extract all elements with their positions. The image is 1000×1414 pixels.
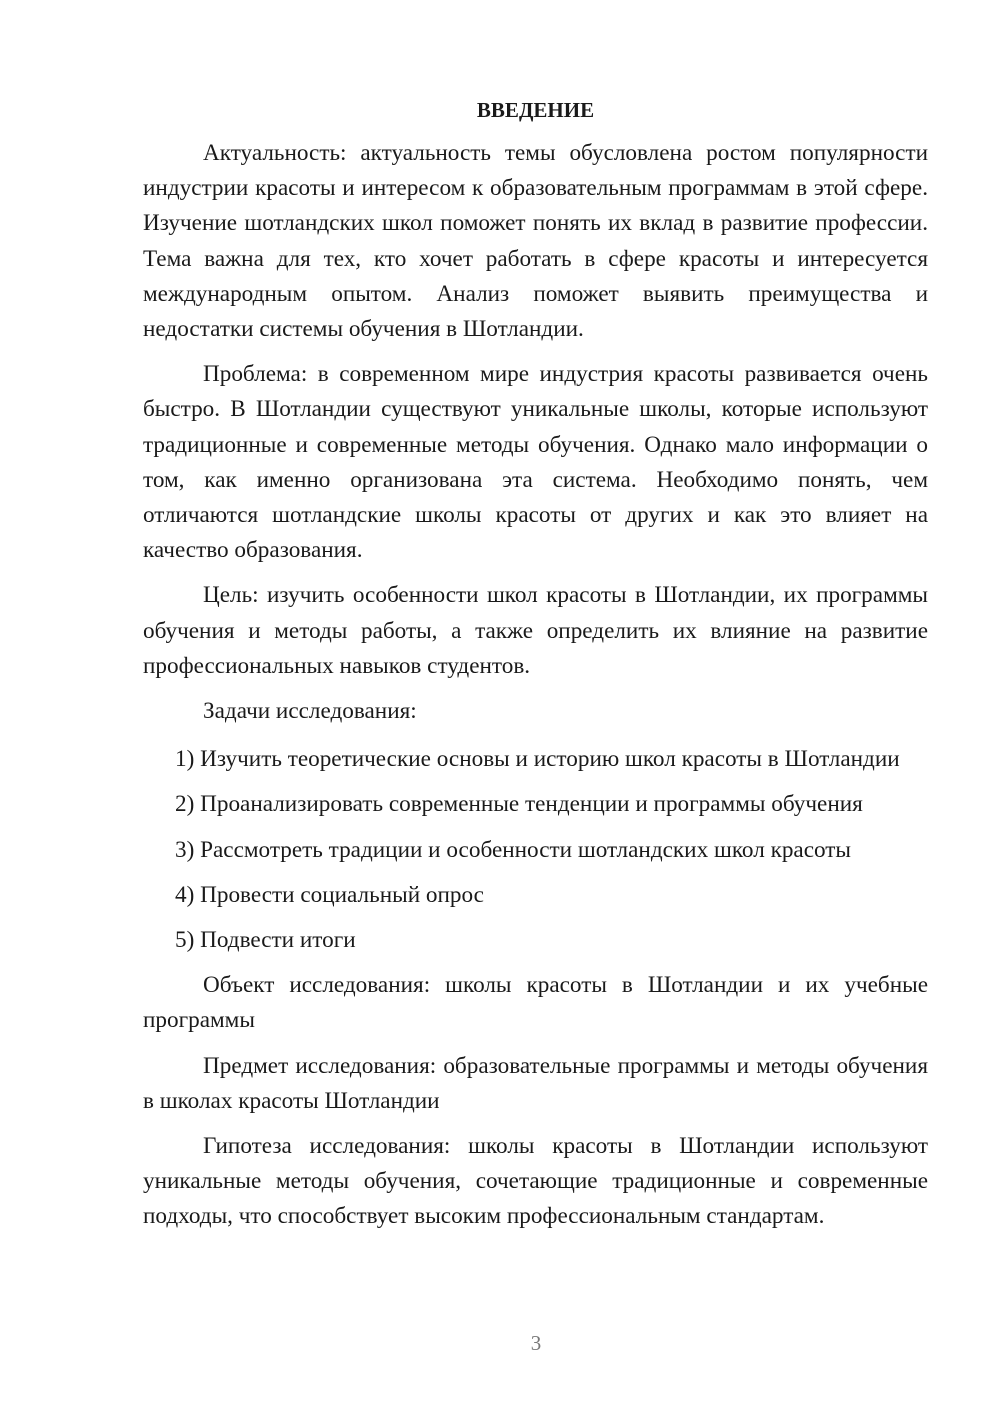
- document-page: [143, 92, 928, 1235]
- page-number: 3: [530, 1331, 542, 1355]
- hypothesis-paragraph: Гипотеза исследования: школы красоты в Шотландии используют уникальные методы обучения, сочетающие традиционные и современные подходы, что способствует высоким профессиональным стандартам.: [143, 1133, 928, 1230]
- list-item: 1) Изучить теоретические основы и историю школ красоты в Шотландии: [175, 746, 900, 773]
- tasks-list: [143, 742, 928, 958]
- problem-paragraph: Проблема: в современном мире индустрия красоты развивается очень быстро. В Шотландии существуют уникальные школы, которые используют традиционные и современные методы обучения. Однако мало информации о том, как именно организована эта система. Необходимо понять, чем отличаются шотландские школы красоты от других и как это влияет на качество образования.: [143, 361, 928, 564]
- goal-paragraph: Цель: изучить особенности школ красоты в Шотландии, их программы обучения и методы работы, а также определить их влияние на развитие профессиональных навыков студентов.: [143, 582, 928, 679]
- tasks-heading: Задачи исследования:: [203, 698, 417, 725]
- relevance-paragraph: Актуальность: актуальность темы обусловлена ростом популярности индустрии красоты и интересом к образовательным программам в этой сфере. Изучение шотландских школ поможет понять их вклад в развитие профессии. Тема важна для тех, кто хочет работать в сфере красоты и интересуется международным опытом. Анализ поможет выявить преимущества и недостатки системы обучения в Шотландии.: [143, 140, 928, 343]
- subject-paragraph: Предмет исследования: образовательные программы и методы обучения в школах красоты Шотландии: [143, 1052, 928, 1114]
- object-paragraph: Объект исследования: школы красоты в Шотландии и их учебные программы: [143, 972, 928, 1034]
- list-item: 2) Проанализировать современные тенденции и программы обучения: [175, 791, 863, 818]
- list-item: 3) Рассмотреть традиции и особенности шотландских школ красоты: [175, 836, 852, 863]
- list-item: 4) Провести социальный опрос: [175, 881, 484, 908]
- page-title: ВВЕДЕНИЕ: [476, 98, 595, 122]
- list-item: 5) Подвести итоги: [175, 927, 356, 954]
